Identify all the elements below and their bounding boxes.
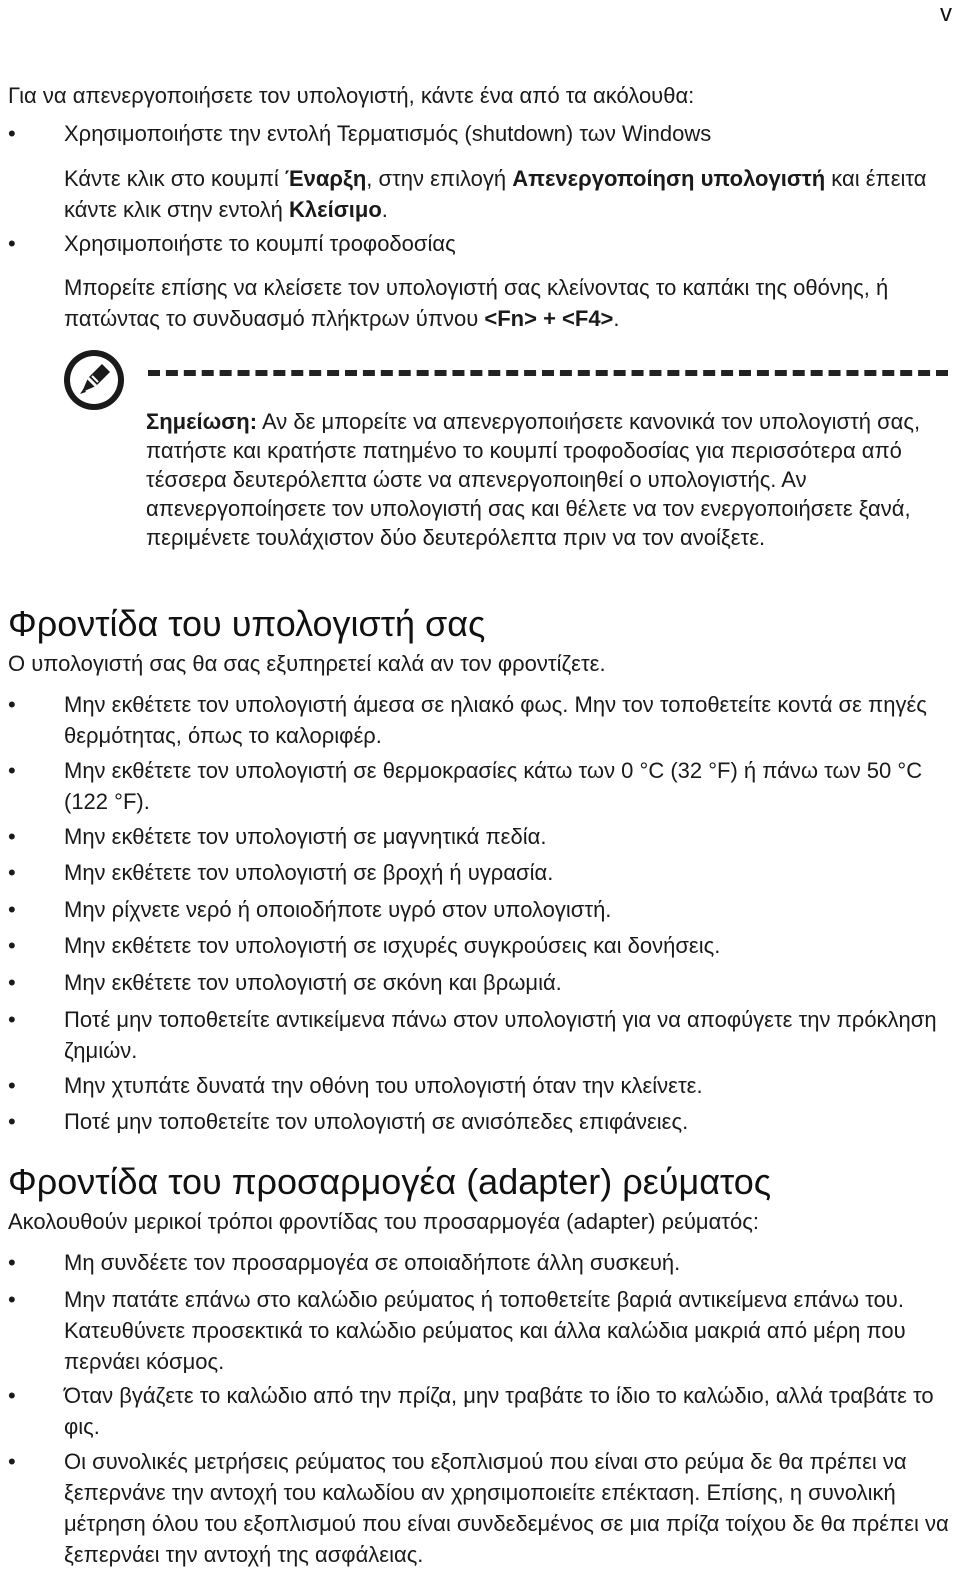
list-item: • Μην εκθέτετε τον υπολογιστή σε σκόνη και βρωμιά. [8,970,562,995]
list-item: • Μην εκθέτετε τον υπολογιστή σε μαγνητικά πεδία. [8,824,547,849]
note-label: Σημείωση: [146,409,258,434]
list-item: • Μην εκθέτετε τον υπολογιστή σε ισχυρές συγκρούσεις και δονήσεις. [8,933,721,958]
list-item: • Ποτέ μην τοποθετείτε τον υπολογιστή σε ανισόπεδες επιφάνειες. [8,1109,689,1134]
bullet-icon: • [8,121,16,146]
note-pencil-icon [62,348,126,412]
shutdown-intro: Για να απενεργοποιήσετε τον υπολογιστή, κάντε ένα από τα ακόλουθα: [8,83,695,108]
list-item: • Μη συνδέετε τον προσαρμογέα σε οποιαδήποτε άλλη συσκευή. [8,1250,681,1275]
note-text: Σημείωση: Αν δε μπορείτε να απενεργοποιήσετε κανονικά τον υπολογιστή σας, πατήστε και κρατήστε πατημένο το κουμπί τροφοδοσίας για περισσότερα από τέσσερα δευτερόλεπτα ώστε να απενεργοποιηθεί ο υπολογιστής. Αν απενεργοποίησετε τον υπολογιστή σας και θέλετε να τον ενεργοποιήσετε ξανά, περιμένετε τουλάχιστον δύο δευτερόλεπτα πριν να τον ανοίξετε. [146,409,921,550]
section-intro: Ακολουθούν μερικοί τρόποι φροντίδας του προσαρμογέα (adapter) ρεύματός: [8,1209,759,1234]
list-item: • Μην χτυπάτε δυνατά την οθόνη του υπολογιστή όταν την κλείνετε. [8,1073,703,1098]
section-heading: Φροντίδα του υπολογιστή σας [8,603,486,644]
list-item-text: Χρησιμοποιήστε το κουμπί τροφοδοσίας [64,231,456,256]
section-intro: Ο υπολογιστή σας θα σας εξυπηρετεί καλά αν τον φροντίζετε. [8,651,606,676]
list-item: • Μην εκθέτετε τον υπολογιστή σε θερμοκρασίες κάτω των 0 °C (32 °F) ή πάνω των 50 °C (122 °F). [8,758,923,814]
section-heading: Φροντίδα του προσαρμογέα (adapter) ρεύματος [8,1161,772,1202]
shutdown-start-instructions: Κάντε κλικ στο κουμπί Έναρξη, στην επιλογή Απενεργοποίηση υπολογιστή και έπειτα κάντε κλικ στην εντολή Κλείσιμο. [64,166,927,222]
page-number: v [940,0,952,27]
list-item: • Μην εκθέτετε τον υπολογιστή άμεσα σε ηλιακό φως. Μην τον τοποθετείτε κοντά σε πηγές θερμότητας, όπως το καλοριφέρ. [8,692,927,748]
list-item: • Μην εκθέτετε τον υπολογιστή σε βροχή ή υγρασία. [8,860,554,885]
bullet-icon: • [8,231,16,256]
list-item: • Ποτέ μην τοποθετείτε αντικείμενα πάνω στον υπολογιστή για να αποφύγετε την πρόκληση ζημιών. [8,1007,937,1063]
list-item [8,118,952,149]
list-item-text: Χρησιμοποιήστε την εντολή Τερματισμός (shutdown) των Windows [64,121,712,146]
list-item [8,228,952,259]
shutdown-lid-instructions: Μπορείτε επίσης να κλείσετε τον υπολογιστή σας κλείνοντας το καπάκι της οθόνης, ή πατώντας το συνδυασμό πλήκτρων ύπνου <Fn> + <F4>. [64,275,889,331]
note-divider [148,370,948,376]
list-item: • Οι συνολικές μετρήσεις ρεύματος του εξοπλισμού που είναι στο ρεύμα δε θα πρέπει να ξεπερνάνε την αντοχή του καλωδίου αν χρησιμοποιείτε επέκταση. Επίσης, η συνολική μέτρηση όλου του εξοπλισμού που είναι συνδεδεμένος σε μια πρίζα τοίχου δε θα πρέπει να ξεπερνάει την αντοχή της ασφάλειας. [8,1449,949,1567]
list-item: • Μην ρίχνετε νερό ή οποιοδήποτε υγρό στον υπολογιστή. [8,897,612,922]
list-item: • Μην πατάτε επάνω στο καλώδιο ρεύματος ή τοποθετείτε βαριά αντικείμενα επάνω του. Κατευθύνετε προσεκτικά το καλώδιο ρεύματος και άλλα καλώδια μακριά από μέρη που περνάει κόσμος. [8,1287,906,1374]
list-item: • Όταν βγάζετε το καλώδιο από την πρίζα, μην τραβάτε το ίδιο το καλώδιο, αλλά τραβάτε το φις. [8,1383,934,1439]
